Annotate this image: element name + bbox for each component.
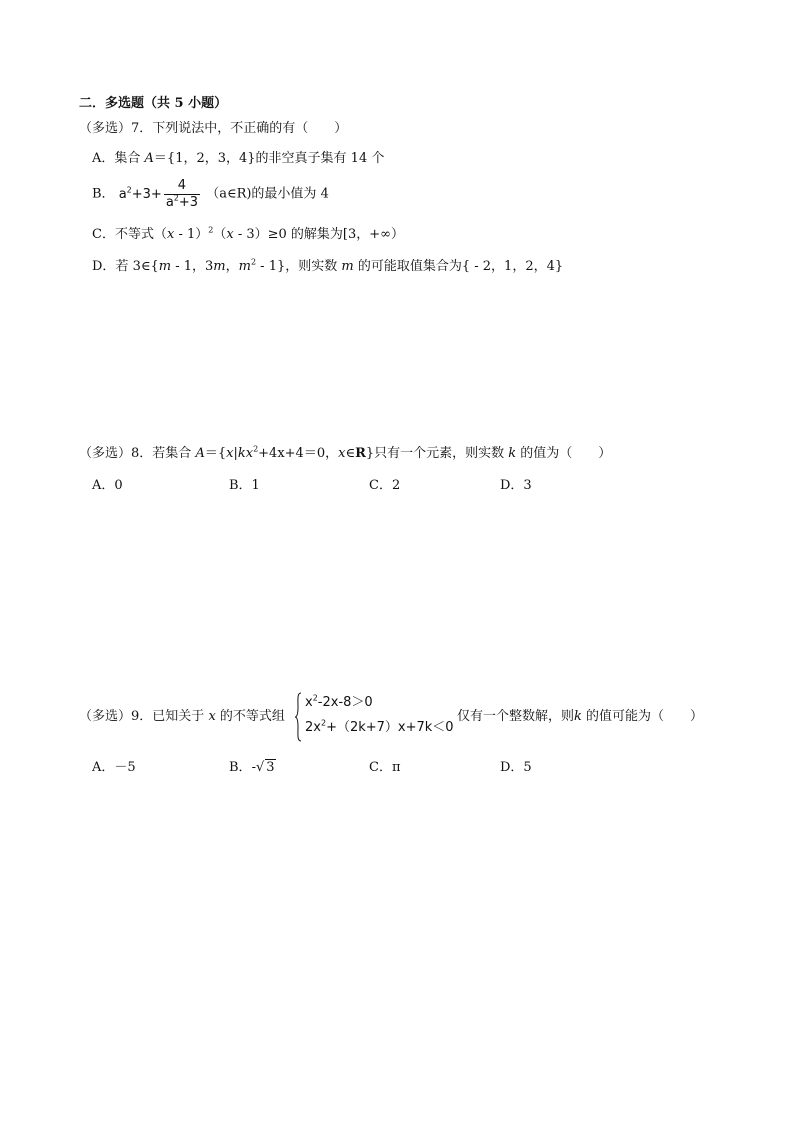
math-variable: x [226,227,234,242]
math-operator: +3+ [131,186,162,202]
option-text: 若 3∈{ [115,259,159,274]
choice-d: D．3 [500,478,532,493]
question-text: 的值为（ ） [516,446,612,461]
math-set-symbol: R [355,446,366,461]
math-variable: A [144,151,154,166]
question-7-stem [79,121,347,137]
option-text: ＝{1，2，3，4}的非空真子集有 14 个 [153,151,385,166]
question-8-choices [92,478,652,496]
choice-b: B．1 [229,478,260,493]
option-text: - 1}，则实数 [256,259,342,274]
radical-sign: √ [255,760,265,775]
math-variable: m [341,259,354,274]
math-variable: x [226,446,234,461]
math-variable: x [166,227,175,242]
option-text: （ [213,227,227,242]
math-expression: +（2k+7）x+7k＜0 [326,720,454,735]
math-exponent: 2 [126,185,132,195]
math-exponent: 2 [208,225,214,235]
math-variable: m [238,259,251,274]
square-root [256,760,276,776]
math-expression: -2x-8＞0 [317,695,373,710]
question-text: 若集合 [152,446,196,461]
question-9-stem-right [457,709,703,725]
option-text: - 1，3 [171,259,214,274]
option-label: C． [92,227,115,242]
option-text: ， [225,259,239,274]
fraction-denominator [164,195,200,211]
math-base: x [305,695,313,710]
math-operator: ∈ [345,446,356,461]
question-text: +4x+4＝0， [258,446,339,461]
section-title: 二．多选题（共 5 小题） [79,96,228,111]
option-label: B． [92,186,115,202]
choice-c: C．π [369,760,401,775]
math-base: a [118,186,127,202]
math-exponent: 2 [253,444,259,454]
question-8-tag: （多选） [79,446,132,461]
question-7-option-b [92,178,329,210]
option-label: A． [92,151,115,166]
question-9-stem-left [79,709,285,725]
question-7-option-a [92,151,384,167]
math-base: 2x [305,720,321,735]
math-exponent: 2 [312,693,318,703]
option-text: - 3）≥0 的解集为[3，+∞） [233,227,404,242]
math-variable: k [574,709,582,724]
question-text: 仅有一个整数解，则 [457,709,575,724]
choice-a: A．－5 [92,760,136,775]
math-expression [118,178,207,210]
radicand: 3 [266,760,275,775]
question-8-number: 8． [131,446,153,461]
math-variable: kx [237,446,254,461]
question-7-text: 下列说法中，不正确的有（ ） [152,121,348,136]
math-variable: m [213,259,226,274]
question-7-option-d [92,259,563,275]
inequality-system [294,692,454,746]
math-tail: +3 [178,194,199,210]
question-7-number: 7． [131,121,153,136]
inequality-row-2 [305,720,454,736]
option-label: D． [92,259,116,274]
option-text: - 1） [174,227,209,242]
choice-d: D．5 [500,760,532,775]
option-text: （a∈R)的最小值为 4 [206,186,329,202]
question-7-option-c [92,227,404,243]
option-text: 集合 [114,151,145,166]
question-text: ＝{ [204,446,227,461]
math-base: a [165,194,174,210]
math-variable: A [195,446,205,461]
math-operator: | [233,446,238,461]
math-exponent: 2 [250,257,257,267]
question-9-number: 9． [131,709,153,724]
choice-b [229,760,276,776]
question-8-stem [79,446,611,462]
option-text: 的可能取值集合为{ - 2，1，2，4} [353,259,564,274]
choice-a: A．0 [92,478,123,493]
math-variable: k [508,446,517,461]
question-text: 的不等式组 [215,709,285,724]
math-variable: m [158,259,172,274]
inequality-row-1 [305,695,373,711]
fraction-numerator: 4 [164,178,200,195]
question-text: 的值可能为（ ） [581,709,704,724]
choice-c: C．2 [369,478,401,493]
left-brace-icon [294,692,302,742]
question-9-tag: （多选） [79,709,132,724]
question-text: 已知关于 [152,709,209,724]
math-exponent: 2 [173,193,179,203]
option-text: 不等式（ [114,227,167,242]
fraction [164,178,200,210]
question-7-tag: （多选） [79,121,132,136]
choice-label: B． [229,760,252,775]
math-variable: x [338,446,346,461]
math-operator: - [251,760,256,775]
question-9-choices [92,760,652,778]
math-exponent: 2 [320,718,327,728]
math-variable: x [208,709,216,724]
question-text: }只有一个元素，则实数 [365,446,509,461]
